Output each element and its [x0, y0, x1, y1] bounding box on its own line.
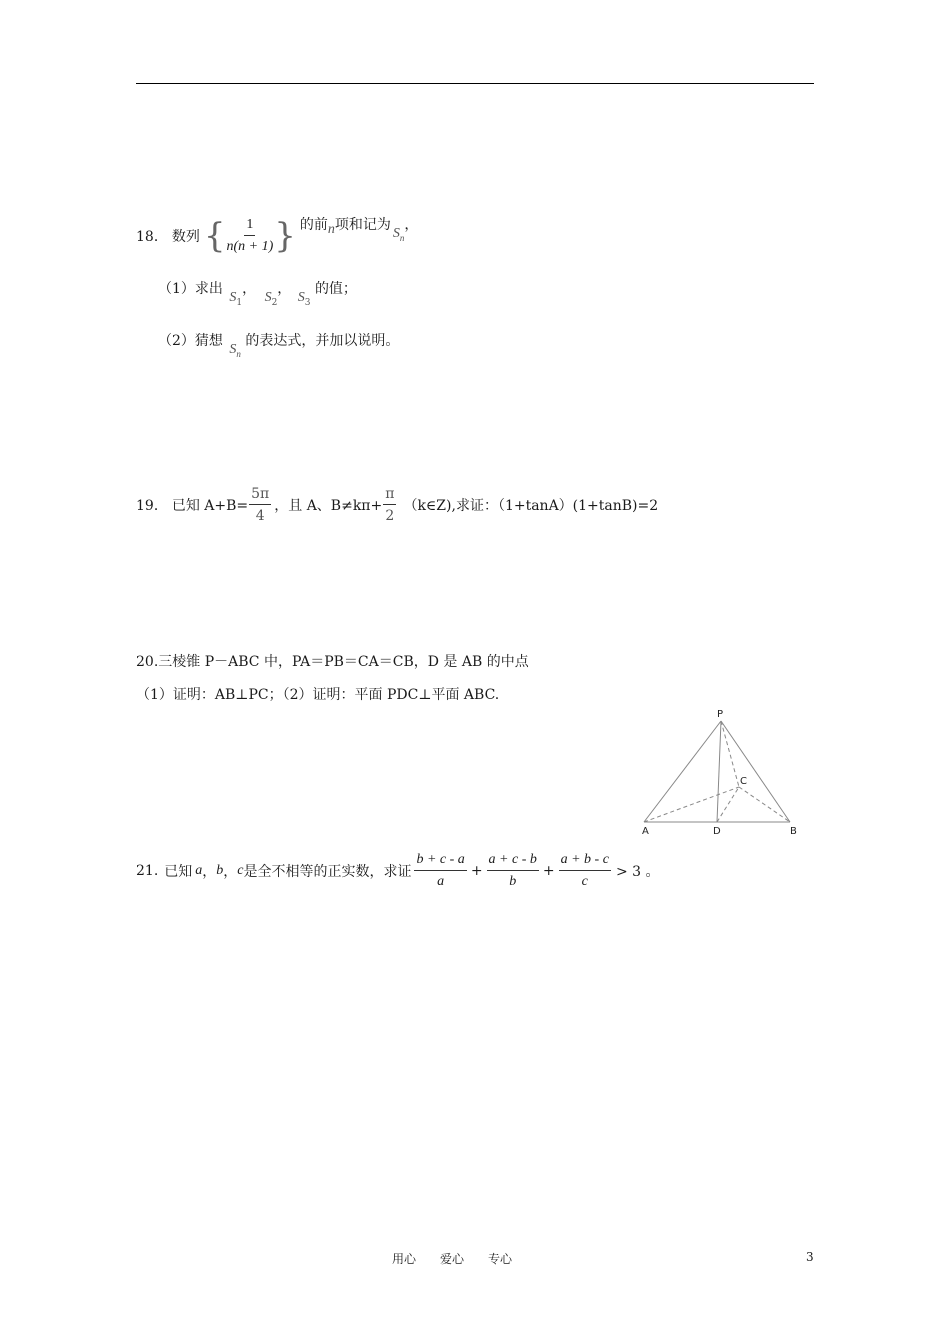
q18-mid: 的前 [299, 217, 328, 233]
q18-sn: $S_n$ [392, 226, 405, 243]
edge-pa [644, 721, 721, 822]
q21-var-c: c [237, 863, 244, 878]
q18-var-n: n [327, 222, 335, 237]
q19-end: （k∈Z),求证：（1+tanA）(1+tanB)=2 [403, 498, 659, 514]
edge-pb [721, 721, 790, 822]
q18-s1: $S_1$ [229, 290, 243, 308]
edge-pc [721, 721, 739, 787]
q21-f3-den: c [581, 874, 588, 889]
q21-f1-den: a [437, 874, 445, 889]
q18-s3: $S_3$ [297, 290, 311, 308]
q19-f1-den: 4 [255, 508, 265, 524]
left-brace: { [203, 216, 226, 256]
q20-line1: 20.三棱锥 P－ABC 中，PA＝PB＝CA＝CB，D 是 AB 的中点 [136, 654, 529, 670]
q19-number: 19． [136, 498, 168, 514]
q21-number: 21. [136, 863, 159, 879]
edge-dc [717, 787, 739, 822]
edge-pd [717, 721, 721, 822]
q19-fraction-2 [383, 486, 396, 524]
q21-f2-num: a + c - b [487, 852, 539, 871]
q18-frac-den: n(n + 1) [226, 239, 274, 254]
q21-end: > 3 。 [615, 864, 660, 880]
q18-sep2: ， [277, 281, 292, 297]
q19-f1-num: 5π [249, 486, 271, 505]
q18-s2: $S_2$ [264, 290, 278, 308]
q19-mid: ，且 A、B≠kπ+ [274, 498, 383, 514]
q20-line2: （1）证明：AB⊥PC；（2）证明：平面 PDC⊥平面 ABC. [136, 687, 500, 703]
q21-fraction-3 [559, 852, 611, 890]
q21-f1-num: b + c - a [414, 852, 466, 871]
edge-ac [644, 787, 739, 822]
q21-plus-1: + [470, 863, 483, 879]
q21-var-a: a [195, 863, 203, 878]
q21-plus-2: + [542, 863, 555, 879]
q18-p2-label: （2）猜想 [158, 333, 223, 349]
label-a: A [642, 826, 649, 837]
label-d: D [713, 826, 721, 837]
q21-fraction-1 [414, 852, 466, 890]
label-b: B [790, 826, 797, 837]
header-rule [136, 83, 814, 84]
q19-intro: 已知 A+B= [171, 498, 249, 514]
tetrahedron-diagram [630, 705, 810, 840]
question-19 [136, 482, 658, 528]
q18-p2-end: 的表达式，并加以说明。 [245, 333, 400, 349]
q18-mid2: 项和记为 [334, 217, 391, 233]
q19-fraction-1 [249, 486, 271, 524]
q18-sep1: ， [242, 281, 257, 297]
q18-part2 [158, 330, 400, 359]
q21-mid: 是全不相等的正实数，求证 [243, 864, 412, 880]
q18-p1-end: 的值； [314, 281, 357, 297]
q18-intro: 数列 [171, 229, 200, 245]
label-c: C [740, 776, 747, 787]
q18-number: 18． [136, 229, 168, 245]
q21-f3-num: a + b - c [559, 852, 611, 871]
label-p: P [717, 709, 724, 720]
q18-sn2: $S_n$ [229, 342, 241, 359]
right-brace: } [274, 216, 296, 256]
q21-intro: 已知 [164, 864, 193, 880]
edge-cb [739, 787, 790, 822]
q21-f2-den: b [509, 874, 517, 889]
q18-comma: ， [404, 217, 419, 233]
q21-var-b: b [216, 863, 224, 878]
question-18 [136, 206, 418, 266]
q19-f2-den: 2 [385, 508, 395, 524]
q18-p1-label: （1）求出 [158, 281, 223, 297]
q18-part1 [158, 278, 357, 308]
q18-frac-num: 1 [244, 217, 255, 236]
footer-slogan: 用心 爱心 专心 [392, 1252, 513, 1266]
page-number: 3 [806, 1250, 814, 1264]
q18-fraction [226, 217, 273, 255]
question-21: 21. 已知 a ， b ， c 是全不相等的正实数，求证 $\frac{b + c - a}{a}$ + $\frac{a + c - b}{b}$ + $\frac{a + b - c}{c}$ > 3 。 [136, 852, 660, 889]
q21-fraction-2 [487, 852, 539, 890]
q19-f2-num: π [383, 486, 396, 505]
